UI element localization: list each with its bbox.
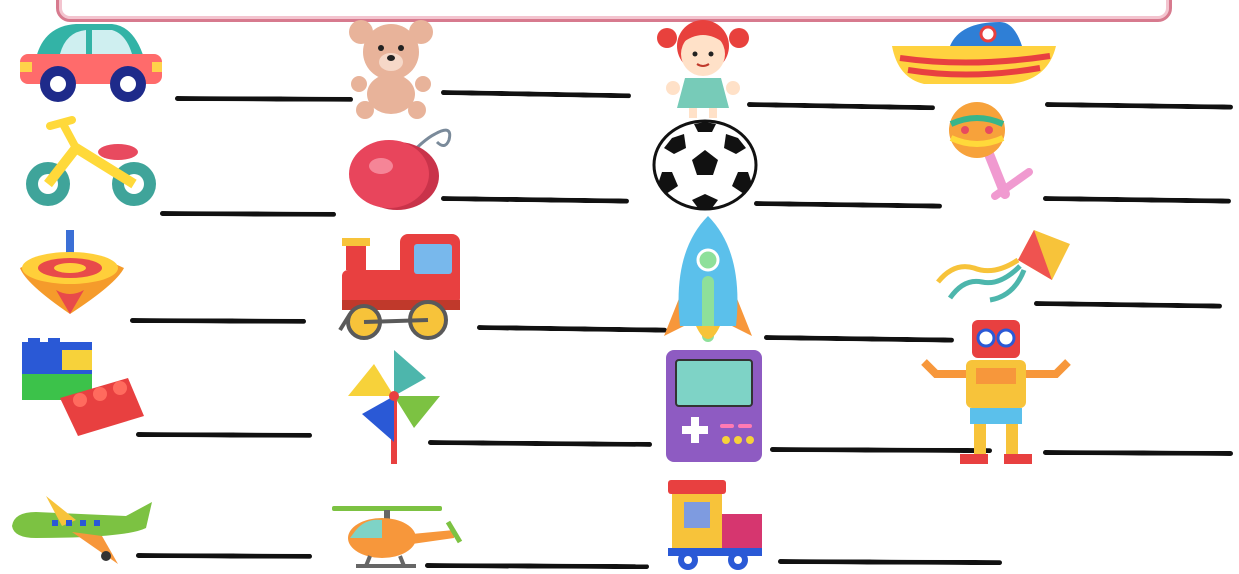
kite-icon [934,226,1074,306]
balance-bike-icon [22,118,160,210]
answer-line-toy-train[interactable] [477,325,667,333]
boat-icon [890,18,1060,88]
answer-line-airplane[interactable] [136,553,312,559]
car-icon [16,18,166,106]
answer-line-rattle[interactable] [1043,196,1231,204]
soccer-ball-icon [652,120,758,210]
pinwheel-icon [344,348,444,466]
answer-line-building-blocks[interactable] [136,432,312,438]
answer-line-kite[interactable] [1034,301,1222,309]
answer-line-boat[interactable] [1045,102,1233,110]
spinning-top-icon [16,228,130,320]
answer-line-yo-yo[interactable] [441,196,629,204]
small-train-icon [664,478,764,572]
teddy-bear-icon [345,18,437,118]
answer-line-teddy-bear[interactable] [441,90,631,98]
handheld-game-icon [664,348,764,464]
answer-line-car[interactable] [175,96,353,102]
answer-line-doll[interactable] [747,102,935,110]
rocket-icon [662,214,754,352]
answer-line-robot[interactable] [1043,450,1233,456]
answer-line-pinwheel[interactable] [428,440,652,447]
rattle-icon [945,100,1037,208]
building-blocks-icon [18,338,148,442]
doll-icon [655,14,751,120]
airplane-icon [6,492,156,568]
toy-train-icon [340,230,464,342]
answer-line-balance-bike[interactable] [160,211,336,217]
answer-line-soccer-ball[interactable] [754,201,942,209]
robot-icon [914,318,1076,466]
answer-line-small-train[interactable] [778,559,1002,565]
answer-line-spinning-top[interactable] [130,318,306,324]
